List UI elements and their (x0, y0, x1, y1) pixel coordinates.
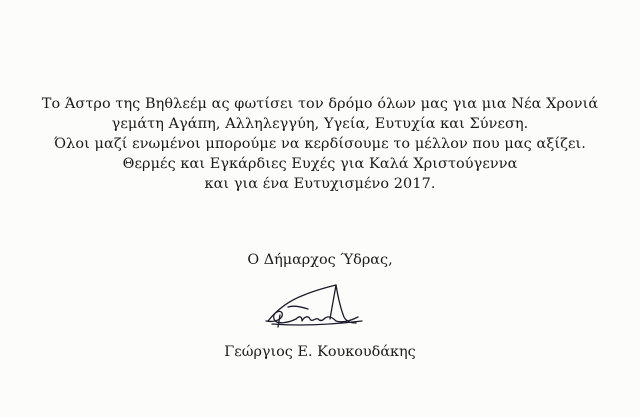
handwritten-signature (258, 277, 378, 337)
greeting-line: Θερμές και Εγκάρδιες Ευχές για Καλά Χριστούγεννα (122, 156, 518, 172)
greeting-line: γεμάτη Αγάπη, Αλληλεγγύη, Υγεία, Ευτυχία και Σύνεση. (111, 116, 529, 132)
closing-title: Ο Δήμαρχος Ύδρας, (247, 252, 393, 268)
greeting-line: Το Άστρο της Βηθλεέμ ας φωτίσει τον δρόμο όλων μας για μια Νέα Χρονιά (41, 96, 599, 112)
greeting-message (0, 94, 640, 194)
greeting-line: Όλοι μαζί ενωμένοι μπορούμε να κερδίσουμε το μέλλον που μας αξίζει. (54, 136, 586, 152)
signatory-name: Γεώργιος Ε. Κουκουδάκης (224, 344, 416, 360)
greeting-line: και για ένα Ευτυχισμένο 2017. (204, 176, 436, 192)
